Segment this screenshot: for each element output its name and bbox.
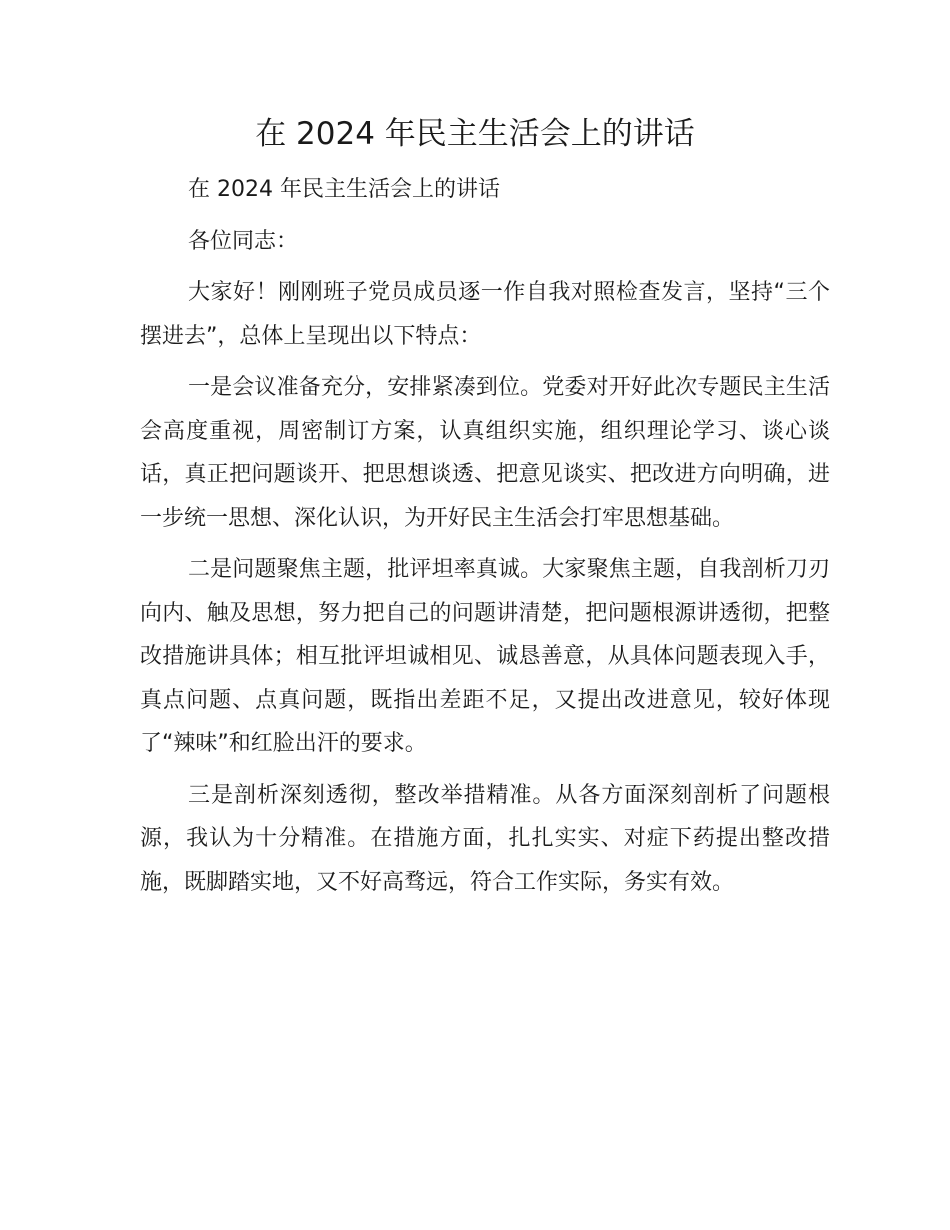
salutation-paragraph: 各位同志： xyxy=(188,228,299,254)
intro-paragraph: 大家好！刚刚班子党员成员逐一作自我对照检查发言，坚持“三个摆进去”，总体上呈现出以下特点： xyxy=(140,280,830,349)
point-one-paragraph: 一是会议准备充分，安排紧凑到位。党委对开好此次专题民主生活会高度重视，周密制订方案，认真组织实施，组织理论学习、谈心谈话，真正把问题谈开、把思想谈透、把意见谈实、把改进方向明确，进一步统一思想、深化认识，为开好民主生活会打牢思想基础。 xyxy=(140,375,830,531)
document-title: 在 2024 年民主生活会上的讲话 xyxy=(255,116,695,152)
subtitle-paragraph: 在 2024 年民主生活会上的讲话 xyxy=(188,177,500,202)
point-three-paragraph: 三是剖析深刻透彻，整改举措精准。从各方面深刻剖析了问题根源，我认为十分精准。在措施方面，扎扎实实、对症下药提出整改措施，既脚踏实地，又不好高骛远，符合工作实际，务实有效。 xyxy=(140,782,830,895)
point-two-paragraph: 二是问题聚焦主题，批评坦率真诚。大家聚焦主题，自我剖析刀刃向内、触及思想，努力把自己的问题讲清楚，把问题根源讲透彻，把整改措施讲具体；相互批评坦诚相见、诚恳善意，从具体问题表现入手，真点问题、点真问题，既指出差距不足，又提出改进意见，较好体现了“辣味”和红脸出汗的要求。 xyxy=(140,557,830,756)
document-body xyxy=(140,168,830,912)
